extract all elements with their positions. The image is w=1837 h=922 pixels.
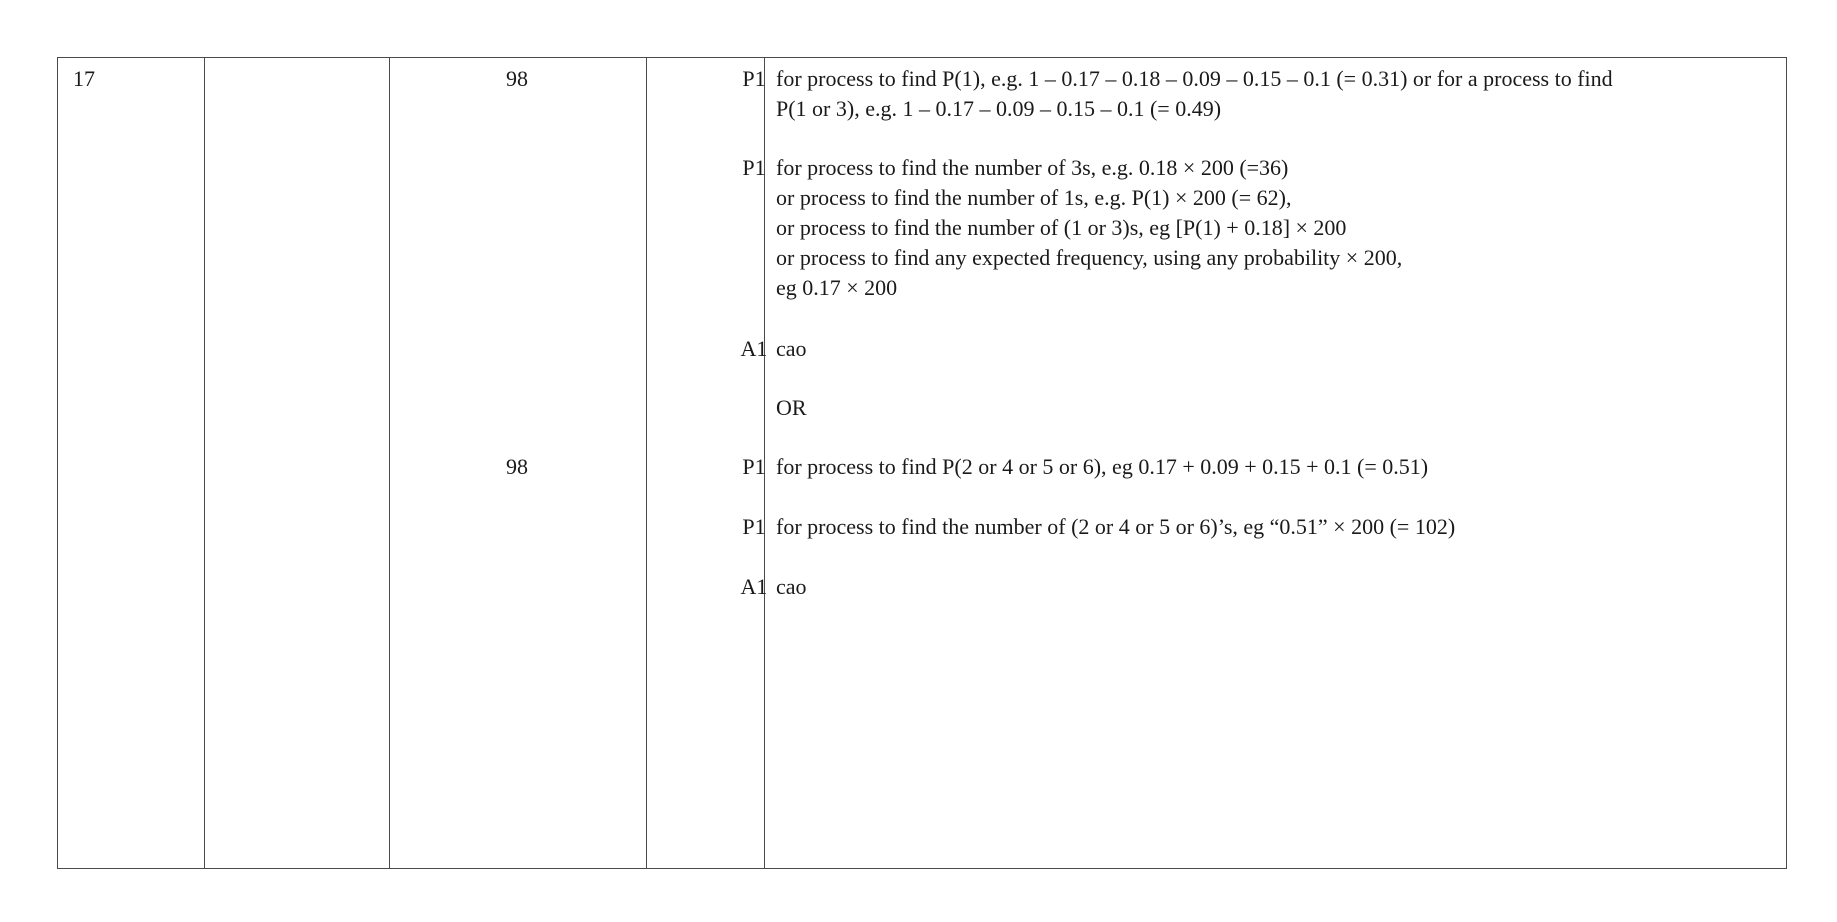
mark-code: P1 bbox=[742, 514, 766, 539]
guidance-note bbox=[776, 572, 1776, 602]
mark-scheme-table bbox=[57, 57, 1787, 869]
guidance-note bbox=[776, 452, 1776, 482]
guidance-line: cao bbox=[776, 574, 807, 599]
guidance-line: OR bbox=[776, 395, 807, 420]
guidance-line: cao bbox=[776, 336, 807, 361]
guidance-line: P(1 or 3), e.g. 1 – 0.17 – 0.09 – 0.15 – 0.1 (= 0.49) bbox=[776, 96, 1222, 121]
alternative-method-label bbox=[776, 393, 1776, 423]
guidance-line: for process to find P(1), e.g. 1 – 0.17 – 0.18 – 0.09 – 0.15 – 0.1 (= 0.31) or for a process to find bbox=[776, 66, 1613, 91]
answer-value: 98 bbox=[506, 66, 528, 91]
guidance-note bbox=[776, 64, 1776, 124]
mark-code: P1 bbox=[742, 155, 766, 180]
guidance-line: for process to find the number of (2 or 4 or 5 or 6)’s, eg “0.51” × 200 (= 102) bbox=[776, 514, 1456, 539]
guidance-line: eg 0.17 × 200 bbox=[776, 275, 898, 300]
guidance-note bbox=[776, 334, 1776, 364]
mark-code: P1 bbox=[742, 454, 766, 479]
guidance-note bbox=[776, 153, 1776, 303]
mark-code: A1 bbox=[740, 336, 768, 361]
guidance-note bbox=[776, 512, 1776, 542]
guidance-line: for process to find P(2 or 4 or 5 or 6), eg 0.17 + 0.09 + 0.15 + 0.1 (= 0.51) bbox=[776, 454, 1429, 479]
question-number: 17 bbox=[73, 66, 95, 91]
guidance-line: or process to find the number of 1s, e.g. P(1) × 200 (= 62), bbox=[776, 185, 1292, 210]
column-divider bbox=[389, 58, 390, 868]
guidance-line: or process to find any expected frequency, using any probability × 200, bbox=[776, 245, 1403, 270]
mark-code: P1 bbox=[742, 66, 766, 91]
guidance-line: or process to find the number of (1 or 3)s, eg [P(1) + 0.18] × 200 bbox=[776, 215, 1347, 240]
guidance-line: for process to find the number of 3s, e.g. 0.18 × 200 (=36) bbox=[776, 155, 1289, 180]
column-divider bbox=[646, 58, 647, 868]
mark-code: A1 bbox=[740, 574, 768, 599]
answer-value: 98 bbox=[506, 454, 528, 479]
column-divider bbox=[204, 58, 205, 868]
